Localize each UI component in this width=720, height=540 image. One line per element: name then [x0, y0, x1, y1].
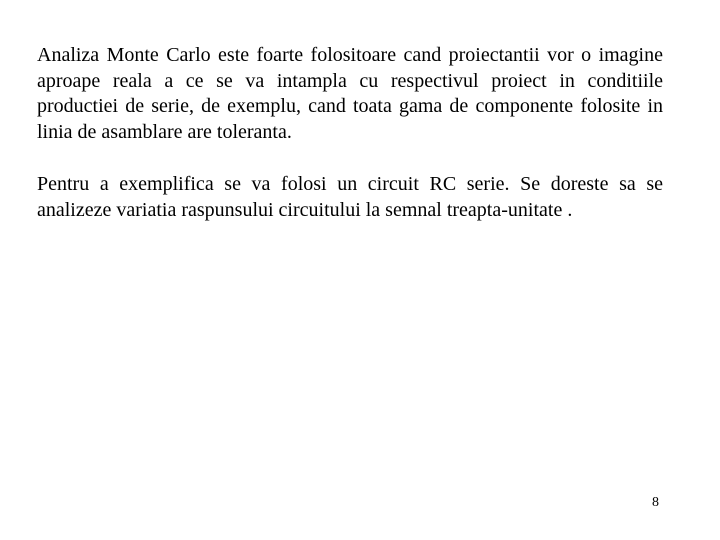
paragraph-monte-carlo-analysis: Analiza Monte Carlo este foarte folositoare cand proiectantii vor o imagine aproape reala a ce se va intampla cu respectivul proiect in conditiile productiei de serie, de exemplu, cand toata gama de componente folosite in linia de asamblare are toleranta.: [37, 44, 663, 144]
text-body: [37, 43, 663, 223]
paragraph-rc-circuit-example: Pentru a exemplifica se va folosi un circuit RC serie. Se doreste sa se analizeze variatia raspunsului circuitului la semnal treapta-unitate .: [37, 172, 663, 221]
page-number: 8: [652, 495, 659, 510]
